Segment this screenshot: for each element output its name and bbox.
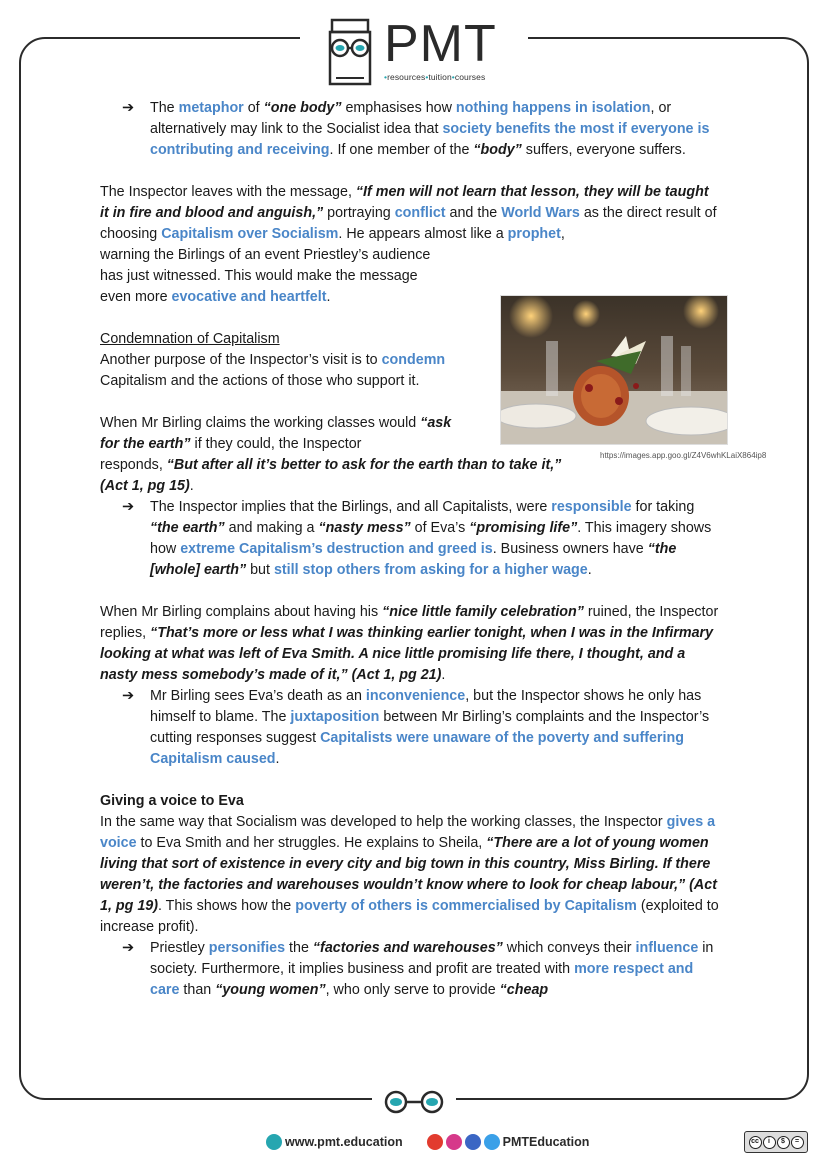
key-term: prophet xyxy=(507,226,561,242)
text-run: , who only serve to provide xyxy=(325,982,500,998)
text-run: to Eva Smith and her struggles. He explains to Sheila, xyxy=(136,835,487,851)
quotation: “the [whole] earth” xyxy=(150,541,677,578)
text-run: In the same way that Socialism was developed to help the working classes, the Inspector xyxy=(100,814,667,830)
creative-commons-badge xyxy=(744,1131,808,1153)
paragraph-voice xyxy=(100,812,720,938)
text-run: as the direct result of choosing xyxy=(100,205,717,242)
quotation: “But after all it’s better to ask for the earth than to take it,” (Act 1, pg 15) xyxy=(100,457,562,494)
key-term: more respect and care xyxy=(150,961,694,998)
arrow-bullet-icon: ➔ xyxy=(122,100,134,116)
quotation: “young women” xyxy=(215,982,326,998)
paragraph-condemn xyxy=(100,350,480,392)
photo-caption: https://images.app.goo.gl/Z4V6whKLaiX864ip8 xyxy=(600,451,767,460)
key-term: nothing happens in isolation xyxy=(455,100,651,116)
text-run: Capitalism and the actions of those who support it. xyxy=(100,373,420,389)
text-run: ruined, the Inspector replies, xyxy=(100,604,719,641)
key-term: juxtaposition xyxy=(290,709,380,725)
quotation: “If men will not learn that lesson, they will be taught it in fire and blood and anguish,” xyxy=(100,184,709,221)
footer xyxy=(266,1132,589,1152)
key-term: Capitalists were unaware of the poverty and suffering Capitalism caused xyxy=(150,730,684,767)
text-run: emphasises how xyxy=(341,100,456,116)
text-run: . xyxy=(275,751,280,767)
logo-tagline: •resources•tuition•courses xyxy=(384,72,486,82)
quotation: “body” xyxy=(473,142,522,158)
key-term: still stop others from asking for a higher wage xyxy=(273,562,588,578)
text-run: When Mr Birling claims the working classes would xyxy=(100,415,421,431)
arrow-bullet-icon: ➔ xyxy=(122,940,134,956)
key-term: Capitalism over Socialism xyxy=(161,226,339,242)
text-run: . xyxy=(587,562,592,578)
text-run: of xyxy=(243,100,264,116)
text-run: . This imagery shows how xyxy=(150,520,712,557)
quotation: “promising life” xyxy=(469,520,578,536)
quotation: “nice little family celebration” xyxy=(382,604,584,620)
text-run: which conveys their xyxy=(502,940,636,956)
pmt-logo xyxy=(322,15,512,90)
quotation: “nasty mess” xyxy=(318,520,411,536)
text-run: . He appears almost like a xyxy=(338,226,508,242)
book-glasses-icon xyxy=(322,18,378,86)
cursor-icon xyxy=(266,1134,282,1150)
key-term: inconvenience xyxy=(365,688,466,704)
quotation: “That’s more or less what I was thinking earlier tonight, when I was in the Infirmary looking at what was left of Eva Smith. A nice little promising life there, I thought, and a nasty mess somebody’s made of it,” (Act 1, pg 21) xyxy=(100,625,714,683)
text-run: and making a xyxy=(224,520,319,536)
text-run: Priestley xyxy=(150,940,209,956)
text-run: portraying xyxy=(323,205,395,221)
text-run: Another purpose of the Inspector’s visit is to xyxy=(100,352,382,368)
text-run: responds, xyxy=(100,457,167,473)
quotation: “ask for the earth” xyxy=(100,415,452,452)
facebook-icon[interactable] xyxy=(465,1134,481,1150)
twitter-icon[interactable] xyxy=(484,1134,500,1150)
dinner-table-photo xyxy=(500,295,728,445)
key-term: personifies xyxy=(208,940,286,956)
text-run: suffers, everyone suffers. xyxy=(521,142,686,158)
text-run: , but the Inspector shows he only has himself to blame. The xyxy=(150,688,702,725)
text-run: The xyxy=(150,100,179,116)
quotation: “the earth” xyxy=(150,520,225,536)
key-term: evocative and heartfelt xyxy=(171,289,327,305)
social-handle: PMTEducation xyxy=(502,1135,590,1149)
text-run: . xyxy=(326,289,331,305)
by-icon: i xyxy=(763,1136,776,1149)
bullet-celebration xyxy=(100,686,720,770)
key-term: influence xyxy=(635,940,699,956)
text-run: . Business owners have xyxy=(492,541,648,557)
key-term: World Wars xyxy=(501,205,580,221)
arrow-bullet-icon: ➔ xyxy=(122,688,134,704)
text-run: and the xyxy=(445,205,502,221)
cc-icon: cc xyxy=(749,1136,762,1149)
paragraph-earth-cont xyxy=(100,455,580,497)
nc-icon: $ xyxy=(777,1136,790,1149)
paragraph-inspector-leaves xyxy=(100,182,720,245)
paragraph-inspector-leaves-cont xyxy=(100,245,450,308)
heading-condemnation: Condemnation of Capitalism xyxy=(100,331,280,347)
text-run: , or alternatively may link to the Socialist idea that xyxy=(150,100,672,137)
text-run: (exploited to increase profit). xyxy=(100,898,719,935)
text-run: the xyxy=(285,940,313,956)
text-run: When Mr Birling complains about having his xyxy=(100,604,383,620)
key-term: gives a voice xyxy=(100,814,716,851)
text-run: for taking xyxy=(631,499,695,515)
text-run: but xyxy=(246,562,274,578)
key-term: condemn xyxy=(381,352,446,368)
document-body xyxy=(100,98,720,1001)
key-term: responsible xyxy=(551,499,632,515)
key-term: conflict xyxy=(394,205,446,221)
text-run: , xyxy=(560,226,565,242)
instagram-icon[interactable] xyxy=(446,1134,462,1150)
quotation: “There are a lot of young women living that sort of existence in every city and big town in this country, Miss Birling. If there weren’t, the factories and warehouses wouldn’t know where to look for cheap labour,” (Act 1, pg 19) xyxy=(100,835,717,914)
text-run: Mr Birling sees Eva’s death as an xyxy=(150,688,366,704)
text-run: . This shows how the xyxy=(158,898,296,914)
bullet-metaphor xyxy=(100,98,720,161)
glasses-icon xyxy=(376,1090,452,1114)
logo-wordmark: PMT xyxy=(384,15,497,73)
text-run: between Mr Birling’s complaints and the Inspector’s cutting responses suggest xyxy=(150,709,710,746)
quotation: “cheap xyxy=(499,982,549,998)
nd-icon: = xyxy=(791,1136,804,1149)
website-link[interactable]: www.pmt.education xyxy=(285,1135,403,1149)
quotation: “one body” xyxy=(263,100,342,116)
paragraph-earth xyxy=(100,413,455,455)
arrow-bullet-icon: ➔ xyxy=(122,499,134,515)
text-run: in society. Furthermore, it implies business and profit are treated with xyxy=(150,940,714,977)
text-run: of Eva’s xyxy=(410,520,470,536)
quotation: “factories and warehouses” xyxy=(312,940,503,956)
key-term: society benefits the most if everyone is contributing and receiving xyxy=(150,121,710,158)
text-run: The Inspector leaves with the message, xyxy=(100,184,356,200)
text-run: . xyxy=(441,667,446,683)
key-term: poverty of others is commercialised by Capitalism xyxy=(295,898,637,914)
text-run: The Inspector implies that the Birlings, and all Capitalists, were xyxy=(150,499,552,515)
youtube-icon[interactable] xyxy=(427,1134,443,1150)
bullet-earth xyxy=(100,497,720,581)
text-run: if they could, the Inspector xyxy=(190,436,362,452)
bullet-voice xyxy=(100,938,720,1001)
text-run: . xyxy=(189,478,194,494)
key-term: metaphor xyxy=(178,100,244,116)
text-run: warning the Birlings of an event Priestley’s audience has just witnessed. This would make the message even more xyxy=(100,247,431,305)
text-run: . If one member of the xyxy=(329,142,474,158)
paragraph-celebration xyxy=(100,602,720,686)
heading-voice: Giving a voice to Eva xyxy=(100,793,244,809)
key-term: extreme Capitalism’s destruction and greed is xyxy=(180,541,493,557)
text-run: than xyxy=(179,982,216,998)
